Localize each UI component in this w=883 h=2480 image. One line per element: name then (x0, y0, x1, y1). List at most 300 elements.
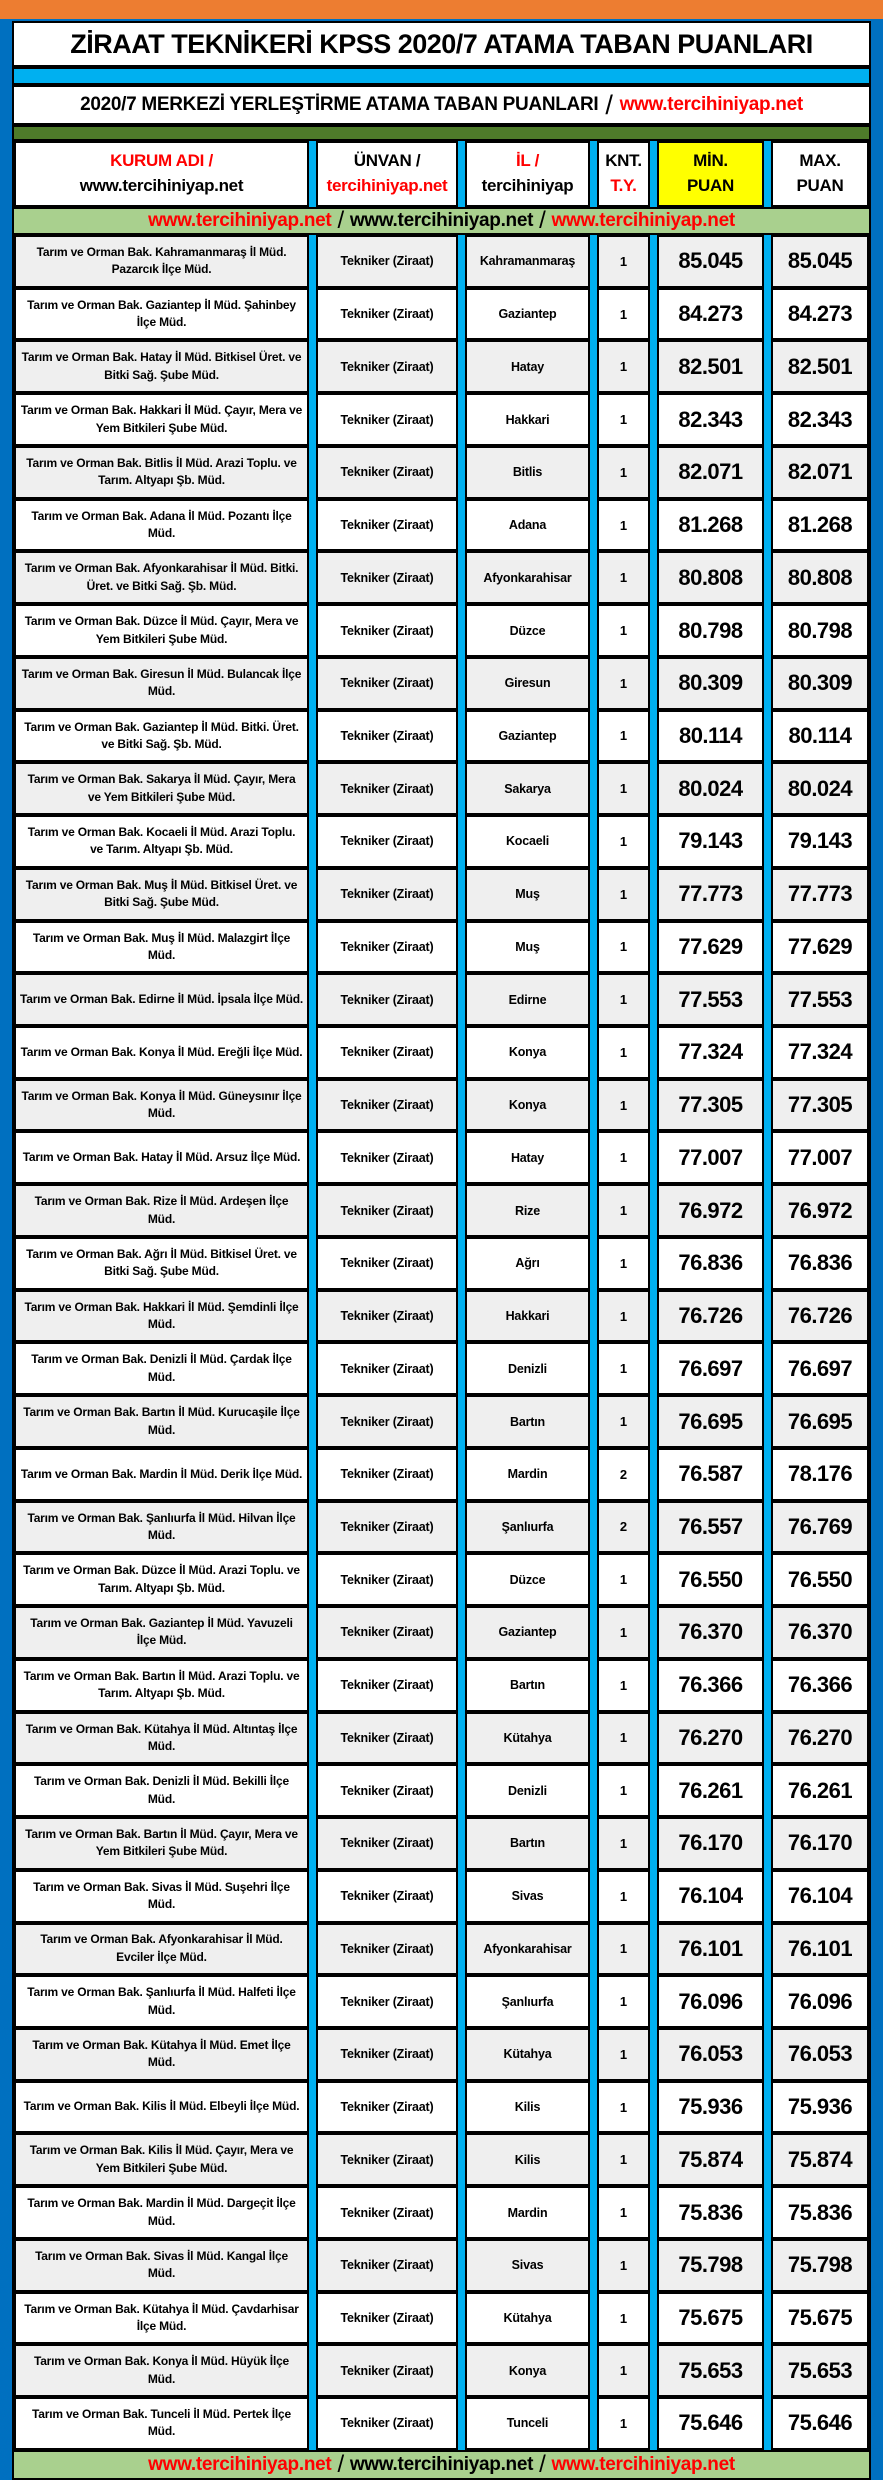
min-puan-cell: 76.096 (657, 1975, 764, 2028)
watermark-separator-1: / (337, 207, 344, 235)
il-cell: Düzce (465, 604, 590, 657)
table-row (14, 1870, 869, 1923)
header-kurum-line2: www.tercihiniyap.net (79, 176, 244, 195)
header-knt-line1: KNT. (605, 151, 642, 171)
max-puan-cell: 79.143 (771, 815, 869, 868)
knt-cell: 1 (597, 1342, 650, 1395)
max-puan-cell: 75.936 (771, 2081, 869, 2134)
table-row (14, 1237, 869, 1290)
table-row (14, 393, 869, 446)
min-puan-cell: 80.798 (657, 604, 764, 657)
table-row (14, 657, 869, 710)
il-cell: Sivas (465, 2239, 590, 2292)
min-puan-cell: 77.324 (657, 1026, 764, 1079)
max-puan-cell: 80.309 (771, 657, 869, 710)
knt-cell: 1 (597, 657, 650, 710)
kurum-cell: Tarım ve Orman Bak. Kilis İl Müd. Çayır, Mera ve Yem Bitkileri Şube Müd. (14, 2133, 309, 2186)
min-puan-cell: 76.557 (657, 1501, 764, 1554)
unvan-cell: Tekniker (Ziraat) (316, 2186, 458, 2239)
unvan-cell: Tekniker (Ziraat) (316, 1290, 458, 1343)
knt-cell: 1 (597, 1975, 650, 2028)
min-puan-cell: 76.053 (657, 2028, 764, 2081)
table-row (14, 1026, 869, 1079)
max-puan-cell: 77.324 (771, 1026, 869, 1079)
unvan-cell: Tekniker (Ziraat) (316, 1817, 458, 1870)
unvan-cell: Tekniker (Ziraat) (316, 710, 458, 763)
watermark-url-middle: www.tercihiniyap.net (349, 210, 534, 231)
min-puan-cell: 76.726 (657, 1290, 764, 1343)
table-row (14, 1606, 869, 1659)
header-knt-line2: T.Y. (610, 176, 637, 195)
table-row (14, 604, 869, 657)
table-row (14, 2292, 869, 2345)
max-puan-cell: 77.773 (771, 868, 869, 921)
subtitle-text: 2020/7 MERKEZİ YERLEŞTİRME ATAMA TABAN PUANLARI (80, 94, 599, 115)
table-row (14, 868, 869, 921)
kurum-cell: Tarım ve Orman Bak. Kahramanmaraş İl Müd. Pazarcık İlçe Müd. (14, 235, 309, 288)
cyan-divider-strip (12, 67, 871, 85)
unvan-cell: Tekniker (Ziraat) (316, 1923, 458, 1976)
knt-cell: 1 (597, 2344, 650, 2397)
max-puan-cell: 76.769 (771, 1501, 869, 1554)
max-puan-cell: 76.053 (771, 2028, 869, 2081)
unvan-cell: Tekniker (Ziraat) (316, 1026, 458, 1079)
il-cell: Konya (465, 1026, 590, 1079)
il-cell: Bartın (465, 1395, 590, 1448)
kurum-cell: Tarım ve Orman Bak. Bartın İl Müd. Kurucaşile İlçe Müd. (14, 1395, 309, 1448)
table-row (14, 1448, 869, 1501)
unvan-cell: Tekniker (Ziraat) (316, 1079, 458, 1132)
kurum-cell: Tarım ve Orman Bak. Giresun İl Müd. Bulancak İlçe Müd. (14, 657, 309, 710)
unvan-cell: Tekniker (Ziraat) (316, 2397, 458, 2450)
kurum-cell: Tarım ve Orman Bak. Konya İl Müd. Ereğli İlçe Müd. (14, 1026, 309, 1079)
il-cell: Gaziantep (465, 288, 590, 341)
il-cell: Hatay (465, 340, 590, 393)
min-puan-cell: 75.675 (657, 2292, 764, 2345)
kurum-cell: Tarım ve Orman Bak. Muş İl Müd. Malazgirt İlçe Müd. (14, 921, 309, 974)
knt-cell: 1 (597, 2292, 650, 2345)
min-puan-cell: 80.808 (657, 551, 764, 604)
table-row (14, 499, 869, 552)
table-header-row (12, 141, 871, 207)
kurum-cell: Tarım ve Orman Bak. Kütahya İl Müd. Çavdarhisar İlçe Müd. (14, 2292, 309, 2345)
min-puan-cell: 80.309 (657, 657, 764, 710)
kurum-cell: Tarım ve Orman Bak. Bartın İl Müd. Çayır, Mera ve Yem Bitkileri Şube Müd. (14, 1817, 309, 1870)
knt-cell: 1 (597, 446, 650, 499)
il-cell: Sakarya (465, 762, 590, 815)
min-puan-cell: 85.045 (657, 235, 764, 288)
max-puan-cell: 82.071 (771, 446, 869, 499)
knt-cell: 1 (597, 1659, 650, 1712)
il-cell: Kütahya (465, 2292, 590, 2345)
min-puan-cell: 76.170 (657, 1817, 764, 1870)
max-puan-cell: 75.798 (771, 2239, 869, 2292)
unvan-cell: Tekniker (Ziraat) (316, 1395, 458, 1448)
min-puan-cell: 76.836 (657, 1237, 764, 1290)
header-kurum-adi (14, 141, 309, 207)
il-cell: Konya (465, 1079, 590, 1132)
knt-cell: 1 (597, 2239, 650, 2292)
header-knt (597, 141, 650, 207)
min-puan-cell: 76.104 (657, 1870, 764, 1923)
unvan-cell: Tekniker (Ziraat) (316, 1659, 458, 1712)
il-cell: Tunceli (465, 2397, 590, 2450)
max-puan-cell: 75.653 (771, 2344, 869, 2397)
il-cell: Ağrı (465, 1237, 590, 1290)
il-cell: Konya (465, 2344, 590, 2397)
min-puan-cell: 77.553 (657, 973, 764, 1026)
table-row (14, 1659, 869, 1712)
max-puan-cell: 76.836 (771, 1237, 869, 1290)
max-puan-cell: 76.104 (771, 1870, 869, 1923)
il-cell: Kütahya (465, 2028, 590, 2081)
unvan-cell: Tekniker (Ziraat) (316, 1131, 458, 1184)
il-cell: Muş (465, 921, 590, 974)
unvan-cell: Tekniker (Ziraat) (316, 973, 458, 1026)
max-puan-cell: 76.366 (771, 1659, 869, 1712)
table-row (14, 815, 869, 868)
table-row (14, 1290, 869, 1343)
unvan-cell: Tekniker (Ziraat) (316, 340, 458, 393)
unvan-cell: Tekniker (Ziraat) (316, 1606, 458, 1659)
table-row (14, 1501, 869, 1554)
max-puan-cell: 80.808 (771, 551, 869, 604)
knt-cell: 1 (597, 499, 650, 552)
unvan-cell: Tekniker (Ziraat) (316, 2028, 458, 2081)
kurum-cell: Tarım ve Orman Bak. Hatay İl Müd. Bitkisel Üret. ve Bitki Sağ. Şube Müd. (14, 340, 309, 393)
il-cell: Edirne (465, 973, 590, 1026)
knt-cell: 1 (597, 2028, 650, 2081)
il-cell: Kilis (465, 2133, 590, 2186)
min-puan-cell: 77.629 (657, 921, 764, 974)
table-row (14, 2344, 869, 2397)
kurum-cell: Tarım ve Orman Bak. Düzce İl Müd. Çayır, Mera ve Yem Bitkileri Şube Müd. (14, 604, 309, 657)
table-row (14, 340, 869, 393)
kurum-cell: Tarım ve Orman Bak. Afyonkarahisar İl Müd. Evciler İlçe Müd. (14, 1923, 309, 1976)
header-min-line2: PUAN (687, 176, 734, 195)
knt-cell: 1 (597, 921, 650, 974)
kurum-cell: Tarım ve Orman Bak. Sakarya İl Müd. Çayır, Mera ve Yem Bitkileri Şube Müd. (14, 762, 309, 815)
il-cell: Hatay (465, 1131, 590, 1184)
il-cell: Rize (465, 1184, 590, 1237)
knt-cell: 1 (597, 2081, 650, 2134)
table-row (14, 710, 869, 763)
max-puan-cell: 76.695 (771, 1395, 869, 1448)
kurum-cell: Tarım ve Orman Bak. Mardin İl Müd. Dargeçit İlçe Müd. (14, 2186, 309, 2239)
min-puan-cell: 76.695 (657, 1395, 764, 1448)
header-il-line1: İL / (515, 151, 540, 171)
unvan-cell: Tekniker (Ziraat) (316, 1712, 458, 1765)
kurum-cell: Tarım ve Orman Bak. Düzce İl Müd. Arazi Toplu. ve Tarım. Altyapı Şb. Müd. (14, 1553, 309, 1606)
table-body (12, 235, 871, 2450)
unvan-cell: Tekniker (Ziraat) (316, 604, 458, 657)
knt-cell: 1 (597, 2133, 650, 2186)
il-cell: Denizli (465, 1764, 590, 1817)
max-puan-cell: 76.726 (771, 1290, 869, 1343)
header-min-puan (657, 141, 764, 207)
subtitle-site-url: www.tercihiniyap.net (619, 94, 803, 115)
page-title-text: ZİRAAT TEKNİKERİ KPSS 2020/7 ATAMA TABAN PUANLARI (70, 28, 813, 59)
min-puan-cell: 76.101 (657, 1923, 764, 1976)
il-cell: Hakkari (465, 393, 590, 446)
unvan-cell: Tekniker (Ziraat) (316, 1342, 458, 1395)
il-cell: Kahramanmaraş (465, 235, 590, 288)
max-puan-cell: 75.646 (771, 2397, 869, 2450)
max-puan-cell: 77.553 (771, 973, 869, 1026)
watermark-url-right: www.tercihiniyap.net (551, 2454, 735, 2475)
max-puan-cell: 77.007 (771, 1131, 869, 1184)
il-cell: Sivas (465, 1870, 590, 1923)
kurum-cell: Tarım ve Orman Bak. Mardin İl Müd. Derik İlçe Müd. (14, 1448, 309, 1501)
il-cell: Kilis (465, 2081, 590, 2134)
kurum-cell: Tarım ve Orman Bak. Gaziantep İl Müd. Şahinbey İlçe Müd. (14, 288, 309, 341)
kurum-cell: Tarım ve Orman Bak. Hakkari İl Müd. Çayır, Mera ve Yem Bitkileri Şube Müd. (14, 393, 309, 446)
header-max-puan (771, 141, 869, 207)
knt-cell: 1 (597, 1026, 650, 1079)
il-cell: Giresun (465, 657, 590, 710)
table-row (14, 1184, 869, 1237)
max-puan-cell: 75.836 (771, 2186, 869, 2239)
header-kurum-line1: KURUM ADI / (110, 151, 213, 171)
table-row (14, 1975, 869, 2028)
knt-cell: 2 (597, 1448, 650, 1501)
unvan-cell: Tekniker (Ziraat) (316, 1870, 458, 1923)
kurum-cell: Tarım ve Orman Bak. Hakkari İl Müd. Şemdinli İlçe Müd. (14, 1290, 309, 1343)
unvan-cell: Tekniker (Ziraat) (316, 2239, 458, 2292)
table-row (14, 2186, 869, 2239)
max-puan-cell: 80.024 (771, 762, 869, 815)
il-cell: Muş (465, 868, 590, 921)
il-cell: Bartın (465, 1659, 590, 1712)
kurum-cell: Tarım ve Orman Bak. Tunceli İl Müd. Pertek İlçe Müd. (14, 2397, 309, 2450)
knt-cell: 1 (597, 604, 650, 657)
knt-cell: 1 (597, 1290, 650, 1343)
kurum-cell: Tarım ve Orman Bak. Gaziantep İl Müd. Bitki. Üret. ve Bitki Sağ. Şb. Müd. (14, 710, 309, 763)
knt-cell: 1 (597, 1923, 650, 1976)
kurum-cell: Tarım ve Orman Bak. Afyonkarahisar İl Müd. Bitki. Üret. ve Bitki Sağ. Şb. Müd. (14, 551, 309, 604)
unvan-cell: Tekniker (Ziraat) (316, 288, 458, 341)
unvan-cell: Tekniker (Ziraat) (316, 921, 458, 974)
knt-cell: 1 (597, 1395, 650, 1448)
unvan-cell: Tekniker (Ziraat) (316, 2081, 458, 2134)
min-puan-cell: 80.024 (657, 762, 764, 815)
kurum-cell: Tarım ve Orman Bak. Kocaeli İl Müd. Arazi Toplu. ve Tarım. Altyapı Şb. Müd. (14, 815, 309, 868)
kurum-cell: Tarım ve Orman Bak. Denizli İl Müd. Çardak İlçe Müd. (14, 1342, 309, 1395)
max-puan-cell: 82.343 (771, 393, 869, 446)
kurum-cell: Tarım ve Orman Bak. Kütahya İl Müd. Emet İlçe Müd. (14, 2028, 309, 2081)
min-puan-cell: 75.798 (657, 2239, 764, 2292)
table-row (14, 2133, 869, 2186)
max-puan-cell: 76.261 (771, 1764, 869, 1817)
unvan-cell: Tekniker (Ziraat) (316, 762, 458, 815)
min-puan-cell: 76.550 (657, 1553, 764, 1606)
kurum-cell: Tarım ve Orman Bak. Sivas İl Müd. Suşehri İlçe Müd. (14, 1870, 309, 1923)
knt-cell: 1 (597, 1712, 650, 1765)
table-row (14, 921, 869, 974)
il-cell: Düzce (465, 1553, 590, 1606)
min-puan-cell: 82.501 (657, 340, 764, 393)
header-unvan (316, 141, 458, 207)
unvan-cell: Tekniker (Ziraat) (316, 1975, 458, 2028)
unvan-cell: Tekniker (Ziraat) (316, 1448, 458, 1501)
knt-cell: 1 (597, 2397, 650, 2450)
header-min-line1: MİN. (693, 151, 728, 171)
table-row (14, 446, 869, 499)
max-puan-cell: 75.874 (771, 2133, 869, 2186)
unvan-cell: Tekniker (Ziraat) (316, 235, 458, 288)
unvan-cell: Tekniker (Ziraat) (316, 2344, 458, 2397)
watermark-url-middle: www.tercihiniyap.net (349, 2454, 534, 2475)
knt-cell: 1 (597, 288, 650, 341)
kurum-cell: Tarım ve Orman Bak. Hatay İl Müd. Arsuz İlçe Müd. (14, 1131, 309, 1184)
min-puan-cell: 76.587 (657, 1448, 764, 1501)
kurum-cell: Tarım ve Orman Bak. Kütahya İl Müd. Altıntaş İlçe Müd. (14, 1712, 309, 1765)
watermark-band-top (12, 207, 871, 235)
knt-cell: 2 (597, 1501, 650, 1554)
max-puan-cell: 80.114 (771, 710, 869, 763)
table-row (14, 1764, 869, 1817)
min-puan-cell: 82.343 (657, 393, 764, 446)
watermark-url-left: www.tercihiniyap.net (148, 210, 332, 231)
kurum-cell: Tarım ve Orman Bak. Şanlıurfa İl Müd. Halfeti İlçe Müd. (14, 1975, 309, 2028)
min-puan-cell: 76.270 (657, 1712, 764, 1765)
max-puan-cell: 80.798 (771, 604, 869, 657)
knt-cell: 1 (597, 235, 650, 288)
min-puan-cell: 76.697 (657, 1342, 764, 1395)
kurum-cell: Tarım ve Orman Bak. Muş İl Müd. Bitkisel Üret. ve Bitki Sağ. Şube Müd. (14, 868, 309, 921)
max-puan-cell: 77.305 (771, 1079, 869, 1132)
knt-cell: 1 (597, 710, 650, 763)
knt-cell: 1 (597, 340, 650, 393)
unvan-cell: Tekniker (Ziraat) (316, 2292, 458, 2345)
max-puan-cell: 78.176 (771, 1448, 869, 1501)
knt-cell: 1 (597, 1764, 650, 1817)
table-row (14, 1553, 869, 1606)
top-orange-bar (0, 0, 883, 19)
il-cell: Şanlıurfa (465, 1975, 590, 2028)
min-puan-cell: 77.773 (657, 868, 764, 921)
unvan-cell: Tekniker (Ziraat) (316, 815, 458, 868)
table-row (14, 551, 869, 604)
knt-cell: 1 (597, 551, 650, 604)
il-cell: Bartın (465, 1817, 590, 1870)
kurum-cell: Tarım ve Orman Bak. Konya İl Müd. Güneysınır İlçe Müd. (14, 1079, 309, 1132)
il-cell: Gaziantep (465, 1606, 590, 1659)
unvan-cell: Tekniker (Ziraat) (316, 499, 458, 552)
min-puan-cell: 75.836 (657, 2186, 764, 2239)
kurum-cell: Tarım ve Orman Bak. Ağrı İl Müd. Bitkisel Üret. ve Bitki Sağ. Şube Müd. (14, 1237, 309, 1290)
max-puan-cell: 76.550 (771, 1553, 869, 1606)
knt-cell: 1 (597, 1131, 650, 1184)
header-unvan-line2: tercihiniyap.net (326, 176, 448, 195)
il-cell: Gaziantep (465, 710, 590, 763)
max-puan-cell: 75.675 (771, 2292, 869, 2345)
watermark-url-right: www.tercihiniyap.net (551, 210, 735, 231)
header-il (465, 141, 590, 207)
max-puan-cell: 82.501 (771, 340, 869, 393)
knt-cell: 1 (597, 1553, 650, 1606)
kurum-cell: Tarım ve Orman Bak. Kilis İl Müd. Elbeyli İlçe Müd. (14, 2081, 309, 2134)
il-cell: Mardin (465, 2186, 590, 2239)
il-cell: Mardin (465, 1448, 590, 1501)
header-il-line2: tercihiniyap (481, 176, 574, 195)
table-row (14, 2239, 869, 2292)
knt-cell: 1 (597, 1870, 650, 1923)
il-cell: Bitlis (465, 446, 590, 499)
table-row (14, 1817, 869, 1870)
kurum-cell: Tarım ve Orman Bak. Adana İl Müd. Pozantı İlçe Müd. (14, 499, 309, 552)
table-row (14, 2397, 869, 2450)
min-puan-cell: 76.366 (657, 1659, 764, 1712)
kurum-cell: Tarım ve Orman Bak. Bartın İl Müd. Arazi Toplu. ve Tarım. Altyapı Şb. Müd. (14, 1659, 309, 1712)
il-cell: Afyonkarahisar (465, 1923, 590, 1976)
il-cell: Adana (465, 499, 590, 552)
unvan-cell: Tekniker (Ziraat) (316, 551, 458, 604)
table-row (14, 1712, 869, 1765)
unvan-cell: Tekniker (Ziraat) (316, 2133, 458, 2186)
kurum-cell: Tarım ve Orman Bak. Denizli İl Müd. Bekilli İlçe Müd. (14, 1764, 309, 1817)
kurum-cell: Tarım ve Orman Bak. Şanlıurfa İl Müd. Hilvan İlçe Müd. (14, 1501, 309, 1554)
il-cell: Şanlıurfa (465, 1501, 590, 1554)
page-subtitle (12, 85, 871, 125)
knt-cell: 1 (597, 868, 650, 921)
max-puan-cell: 76.972 (771, 1184, 869, 1237)
min-puan-cell: 77.305 (657, 1079, 764, 1132)
knt-cell: 1 (597, 1079, 650, 1132)
kurum-cell: Tarım ve Orman Bak. Konya İl Müd. Hüyük İlçe Müd. (14, 2344, 309, 2397)
kurum-cell: Tarım ve Orman Bak. Rize İl Müd. Ardeşen İlçe Müd. (14, 1184, 309, 1237)
watermark-url-left: www.tercihiniyap.net (148, 2454, 332, 2475)
knt-cell: 1 (597, 1606, 650, 1659)
table-row (14, 1079, 869, 1132)
green-divider-strip (12, 125, 871, 141)
watermark-separator-1: / (337, 2451, 344, 2479)
table-row (14, 288, 869, 341)
kurum-cell: Tarım ve Orman Bak. Bitlis İl Müd. Arazi Toplu. ve Tarım. Altyapı Şb. Müd. (14, 446, 309, 499)
min-puan-cell: 76.972 (657, 1184, 764, 1237)
watermark-band-bottom (12, 2450, 871, 2480)
min-puan-cell: 76.370 (657, 1606, 764, 1659)
knt-cell: 1 (597, 1237, 650, 1290)
max-puan-cell: 76.101 (771, 1923, 869, 1976)
min-puan-cell: 76.261 (657, 1764, 764, 1817)
watermark-separator-2: / (539, 2451, 546, 2479)
min-puan-cell: 79.143 (657, 815, 764, 868)
min-puan-cell: 82.071 (657, 446, 764, 499)
table-row (14, 1342, 869, 1395)
header-max-line1: MAX. (799, 151, 841, 171)
max-puan-cell: 77.629 (771, 921, 869, 974)
table-row (14, 2081, 869, 2134)
knt-cell: 1 (597, 1184, 650, 1237)
max-puan-cell: 76.370 (771, 1606, 869, 1659)
subtitle-separator: / (605, 89, 613, 120)
min-puan-cell: 75.646 (657, 2397, 764, 2450)
knt-cell: 1 (597, 1817, 650, 1870)
unvan-cell: Tekniker (Ziraat) (316, 657, 458, 710)
min-puan-cell: 77.007 (657, 1131, 764, 1184)
unvan-cell: Tekniker (Ziraat) (316, 1237, 458, 1290)
il-cell: Hakkari (465, 1290, 590, 1343)
knt-cell: 1 (597, 2186, 650, 2239)
kurum-cell: Tarım ve Orman Bak. Sivas İl Müd. Kangal İlçe Müd. (14, 2239, 309, 2292)
max-puan-cell: 76.170 (771, 1817, 869, 1870)
unvan-cell: Tekniker (Ziraat) (316, 868, 458, 921)
unvan-cell: Tekniker (Ziraat) (316, 1184, 458, 1237)
min-puan-cell: 80.114 (657, 710, 764, 763)
min-puan-cell: 75.874 (657, 2133, 764, 2186)
unvan-cell: Tekniker (Ziraat) (316, 1501, 458, 1554)
